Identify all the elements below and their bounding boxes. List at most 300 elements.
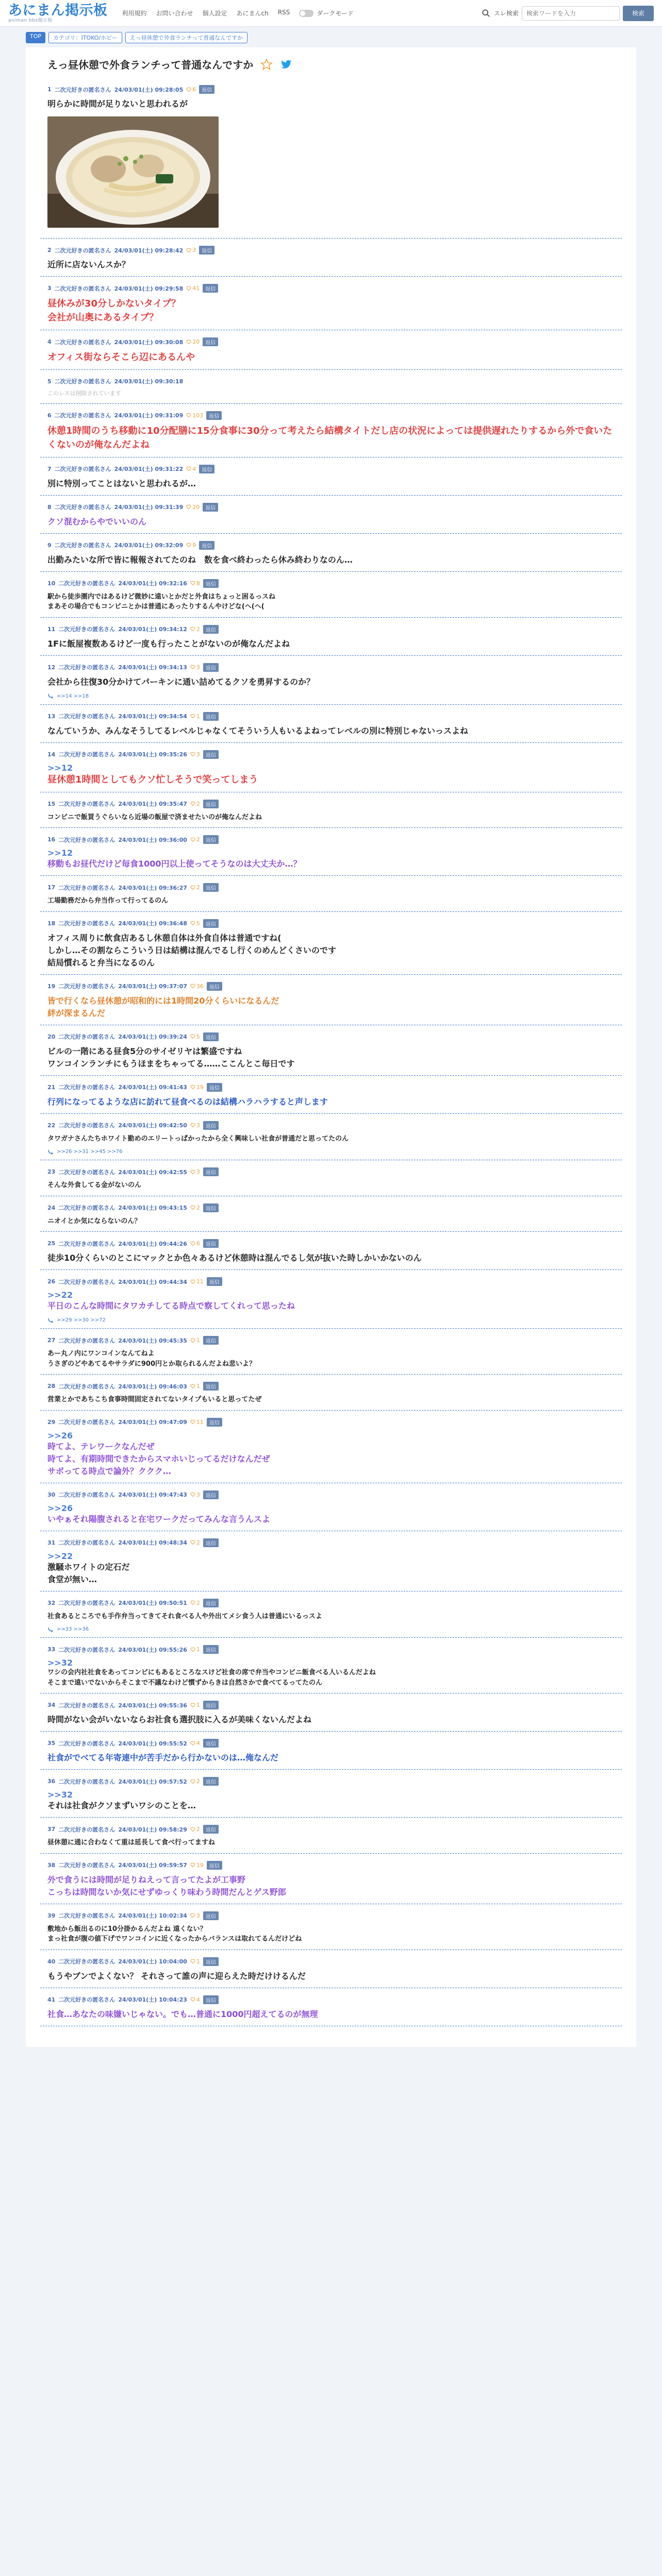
post-number[interactable]: 35	[47, 1740, 56, 1747]
toggle-switch[interactable]	[299, 10, 313, 17]
post	[40, 1854, 622, 1904]
post-date: 24/03/01(土) 09:28:42	[114, 247, 184, 254]
reply-button[interactable]: 返信	[203, 883, 219, 892]
post	[40, 1196, 622, 1232]
post-body: ビルの一階にある昼食5分のサイゼリヤは繁盛ですね ワンコインランチにもうほまをちゃってる……ここんとこ毎日です	[47, 1046, 295, 1069]
like-button[interactable]	[186, 285, 200, 292]
reply-button[interactable]: 返信	[203, 1538, 219, 1547]
reply-button[interactable]: 返信	[203, 1204, 219, 1212]
post-number[interactable]: 28	[47, 1383, 56, 1389]
post-number[interactable]: 2	[47, 247, 52, 253]
reply-anchor-link[interactable]: >>26	[47, 1430, 73, 1440]
post	[40, 1483, 622, 1531]
reply-button[interactable]: 返信	[203, 1490, 219, 1499]
post-date: 24/03/01(土) 09:55:26	[118, 1646, 187, 1653]
reply-arrow-icon	[47, 1318, 54, 1323]
dark-mode-label: ダークモード	[317, 10, 354, 17]
like-button[interactable]	[186, 86, 196, 93]
post-number[interactable]: 9	[47, 541, 52, 549]
post-meta	[47, 1957, 615, 1966]
post-meta	[47, 800, 615, 808]
post-number[interactable]: 6	[47, 412, 52, 419]
post-date: 24/03/01(土) 09:39:24	[118, 1033, 187, 1040]
post-author: 二次元好きの匿名さん	[58, 1033, 115, 1040]
post	[40, 1770, 622, 1818]
post-meta	[47, 982, 615, 991]
heart-icon	[190, 1338, 195, 1343]
post-author: 二次元好きの匿名さん	[58, 1778, 115, 1785]
nav-link-terms[interactable]: 利用規約	[122, 10, 147, 17]
post-number[interactable]: 38	[47, 1861, 56, 1869]
like-count: 3	[196, 751, 200, 758]
reply-button[interactable]: 返信	[203, 663, 219, 672]
post-number[interactable]: 23	[47, 1168, 56, 1175]
like-button[interactable]	[190, 983, 204, 990]
post-author: 二次元好きの匿名さん	[58, 1492, 115, 1498]
post-number[interactable]: 30	[47, 1491, 56, 1498]
heart-icon	[186, 413, 191, 418]
reply-button[interactable]: 返信	[199, 246, 214, 255]
reply-references[interactable]	[47, 1626, 615, 1632]
post-body: 時間がない会がいないならお社食も選択肢に入るが美味くないんだよね	[47, 1715, 312, 1724]
reply-anchor-link[interactable]: >>22	[47, 1551, 73, 1561]
post-date: 24/03/01(土) 09:32:16	[118, 580, 187, 587]
post-body: 営業とかであちこち食事時間固定されてないタイプもいると思ってたぜ	[47, 1396, 262, 1403]
post	[40, 656, 622, 705]
reply-anchor-link[interactable]: >>32	[47, 1790, 73, 1800]
reply-button[interactable]: 返信	[203, 1599, 219, 1607]
post-body: タワガナさんたちホワイト勤めのエリートっぱかったから全く興味しい社食が普通だと思ってたのん	[47, 1134, 349, 1143]
post-author: 二次元好きの匿名さん	[58, 1912, 115, 1919]
breadcrumb-top[interactable]: TOP	[26, 32, 45, 43]
post	[40, 1160, 622, 1196]
heart-icon	[190, 1034, 195, 1039]
post-body: 平日のこんな時間にタワカチしてる時点で察してくれって思ったね	[47, 1301, 295, 1311]
breadcrumb-thread[interactable]: えっ昼休憩で外食ランチって普通なんですか	[125, 32, 248, 43]
like-button[interactable]	[190, 1958, 200, 1965]
like-button[interactable]	[190, 1205, 200, 1211]
reply-button[interactable]: 返信	[203, 503, 218, 512]
post-author: 二次元好きの匿名さん	[58, 664, 115, 671]
heart-icon	[190, 752, 195, 757]
post-body: 別に特別ってことはないと思われるが…	[47, 478, 196, 488]
like-button[interactable]	[190, 713, 200, 720]
post-list	[40, 78, 622, 2026]
post-body: もうやブンでよくない？ それさって誰の声に迎らえた時だけけるんだ	[47, 1971, 306, 1981]
post-body: 皆で行くなら昼休憩が昭和的には1時間20分くらいになるんだ 絆が深まるんだ	[47, 995, 279, 1018]
like-button[interactable]	[190, 1912, 200, 1919]
post-date: 24/03/01(土) 09:36:27	[118, 884, 187, 891]
ramen-image[interactable]	[47, 116, 219, 228]
reply-button[interactable]: 返信	[203, 1995, 219, 2004]
post-number[interactable]: 1	[47, 86, 52, 93]
post-meta	[47, 712, 615, 721]
post-date: 24/03/01(土) 09:34:12	[118, 626, 187, 633]
heart-icon	[190, 1741, 195, 1746]
reply-reference-list[interactable]: >>14 >>18	[57, 693, 89, 699]
like-button[interactable]	[190, 1084, 204, 1091]
post-author: 二次元好きの匿名さん	[58, 1646, 115, 1653]
post-number[interactable]: 26	[47, 1278, 56, 1285]
post-author: 二次元好きの匿名さん	[58, 1168, 115, 1176]
post	[40, 1531, 622, 1591]
post	[40, 330, 622, 370]
like-button[interactable]	[190, 1826, 200, 1833]
reply-button[interactable]: 返信	[203, 284, 218, 293]
post-body: 昼休憩1時間としてもクソ忙しそうで笑ってしまう	[47, 774, 258, 785]
post-date: 24/03/01(土) 09:57:52	[118, 1778, 187, 1785]
reply-button[interactable]: 返信	[203, 1121, 219, 1130]
heart-icon	[186, 543, 191, 548]
heart-icon	[186, 504, 191, 510]
nav-link-rss[interactable]: RSS	[277, 9, 290, 16]
like-button[interactable]	[190, 1278, 204, 1285]
post-number[interactable]: 14	[47, 751, 56, 758]
reply-button[interactable]: 返信	[206, 411, 222, 420]
like-button[interactable]	[190, 580, 200, 587]
post-meta	[47, 411, 615, 420]
post-body: クソ混むからやでいいのん	[47, 516, 147, 527]
post-meta	[47, 750, 615, 759]
post-date: 24/03/01(土) 09:35:47	[118, 801, 187, 807]
post-meta	[47, 85, 615, 94]
reply-button[interactable]: 返信	[203, 1645, 219, 1654]
post-number[interactable]: 17	[47, 884, 56, 891]
like-count: 4	[196, 1740, 200, 1747]
dark-mode-toggle[interactable]	[299, 9, 354, 18]
post-body: 1Fに飯屋複数あるけど一度も行ったことがないのが俺なんだよね	[47, 638, 290, 649]
post-author: 二次元好きの匿名さん	[58, 580, 115, 587]
like-button[interactable]	[186, 504, 200, 511]
like-button[interactable]	[190, 1168, 200, 1175]
breadcrumb-category[interactable]: カテゴリ：ITOKO/ホビー	[48, 32, 122, 43]
post-meta	[47, 1382, 615, 1391]
post-date: 24/03/01(土) 09:37:07	[118, 983, 187, 990]
like-button[interactable]	[190, 1240, 200, 1247]
post-author: 二次元好きの匿名さん	[54, 247, 111, 254]
post-meta	[47, 1167, 615, 1176]
search-input[interactable]	[522, 6, 620, 21]
reply-button[interactable]: 返信	[207, 1277, 222, 1286]
post	[40, 457, 622, 496]
post-date: 24/03/01(土) 09:34:54	[118, 713, 187, 720]
reply-reference-list[interactable]: >>26 >>31 >>45 >>76	[57, 1149, 123, 1155]
like-count: 20	[192, 503, 200, 511]
post-number[interactable]: 10	[47, 580, 56, 587]
reply-button[interactable]: 返信	[203, 1336, 219, 1345]
post-number[interactable]: 25	[47, 1240, 56, 1247]
post-body: あー丸ノ内にワンコインなんてねよ うさぎのどやあてるやサラダに900円とか取られるんだよね悲いよ？	[47, 1350, 256, 1368]
reply-button[interactable]: 返信	[203, 919, 219, 928]
post-number[interactable]: 32	[47, 1599, 56, 1606]
post-body: 昼休憩に通に合わなくて重は延長して食べ行ってますね	[47, 1839, 216, 1846]
reply-button[interactable]: 返信	[203, 579, 219, 588]
reply-button[interactable]: 返信	[203, 712, 219, 721]
like-button[interactable]	[186, 542, 196, 549]
post-author: 二次元好きの匿名さん	[58, 1600, 115, 1606]
like-button[interactable]	[190, 1646, 200, 1653]
like-count: 3	[196, 1491, 200, 1498]
heart-icon	[190, 665, 195, 670]
post-date: 24/03/01(土) 09:31:09	[114, 412, 184, 419]
like-button[interactable]	[190, 1740, 200, 1747]
reply-button[interactable]: 返信	[203, 1701, 219, 1709]
reply-button[interactable]: 返信	[203, 1825, 219, 1834]
post-meta	[47, 835, 615, 844]
post-body: そんな外食してる金がないのん	[47, 1181, 142, 1189]
reply-button[interactable]: 返信	[207, 1418, 222, 1427]
like-count: 3	[192, 247, 196, 253]
like-button[interactable]	[190, 1492, 200, 1498]
like-count: 19	[196, 1861, 204, 1869]
post-number[interactable]: 4	[47, 338, 52, 345]
reply-button[interactable]: 返信	[207, 1861, 222, 1870]
heart-icon	[190, 1997, 195, 2002]
post-body: 出勤みたいな所で皆に報報されてたのね 数を食べ終わったら休み終わりなのん…	[47, 554, 353, 565]
like-button[interactable]	[186, 338, 200, 345]
post	[40, 572, 622, 618]
reply-button[interactable]: 返信	[203, 1167, 219, 1176]
heart-icon	[190, 1084, 195, 1090]
post-meta	[47, 284, 615, 293]
like-count: 2	[196, 625, 200, 633]
reply-anchor-link[interactable]: >>12	[47, 848, 73, 858]
like-count: 4	[192, 465, 196, 472]
reply-reference-list[interactable]: >>29 >>30 >>72	[57, 1317, 106, 1323]
post-number[interactable]: 22	[47, 1122, 56, 1129]
heart-icon	[190, 1170, 195, 1175]
post-body: 行列になってるような店に訪れて昼食べるのは結構ハラハラすると声します	[47, 1096, 328, 1107]
reply-button[interactable]: 返信	[203, 1957, 219, 1966]
reply-button[interactable]: 返信	[199, 465, 214, 473]
like-button[interactable]	[190, 1033, 200, 1040]
reply-button[interactable]: 返信	[203, 1032, 219, 1041]
post-body: なんていうか、みんなそうしてるレベルじゃなくてそういう人もいるよねってレベルの別に特別じゃないっスよね	[47, 725, 469, 736]
post-number[interactable]: 34	[47, 1702, 56, 1708]
reply-button[interactable]: 返信	[203, 750, 219, 759]
reply-references[interactable]	[47, 693, 615, 699]
post-number[interactable]: 37	[47, 1826, 56, 1833]
like-count: 8	[196, 580, 200, 587]
site-header	[0, 0, 662, 27]
like-count: 1	[196, 1337, 200, 1344]
post-meta	[47, 1825, 615, 1834]
post-number[interactable]: 33	[47, 1646, 56, 1653]
nav-link-settings[interactable]: 個人設定	[202, 10, 227, 17]
post-number[interactable]: 18	[47, 920, 56, 927]
reply-anchor-link[interactable]: >>26	[47, 1503, 73, 1513]
post-meta	[47, 1336, 615, 1345]
post-number[interactable]: 12	[47, 664, 56, 671]
reply-button[interactable]: 返信	[203, 835, 219, 844]
post-date: 24/03/01(土) 09:31:39	[114, 504, 184, 511]
like-button[interactable]	[190, 1337, 200, 1344]
like-count: 1	[196, 1702, 200, 1708]
post-body: 時てよ、テレワークなんだぜ 時てよ、有期時間できたからスマホいじってるだけなんだぜ サボってる時点で論外？ククク…	[47, 1441, 270, 1476]
post-number[interactable]: 24	[47, 1204, 56, 1211]
post-author: 二次元好きの匿名さん	[54, 86, 111, 93]
post-number[interactable]: 19	[47, 982, 56, 990]
post	[40, 239, 622, 277]
reply-anchor-link[interactable]: >>12	[47, 762, 73, 773]
like-button[interactable]	[190, 1778, 200, 1785]
heart-icon	[186, 286, 191, 291]
star-icon[interactable]	[260, 58, 273, 71]
post-meta	[47, 1490, 615, 1499]
post-author: 二次元好きの匿名さん	[54, 412, 111, 419]
heart-icon	[190, 1492, 195, 1497]
post	[40, 1232, 622, 1270]
like-count: 2	[196, 1599, 200, 1606]
like-count: 3	[196, 1122, 200, 1129]
post-number[interactable]: 29	[47, 1418, 56, 1426]
post-number[interactable]: 39	[47, 1912, 56, 1919]
heart-icon	[186, 248, 191, 253]
like-button[interactable]	[190, 884, 200, 891]
post-meta	[47, 1239, 615, 1248]
like-button[interactable]	[190, 664, 200, 671]
post-number[interactable]: 7	[47, 465, 52, 472]
post-number[interactable]: 16	[47, 836, 56, 843]
reply-reference-list[interactable]: >>33 >>36	[57, 1626, 89, 1632]
post-author: 二次元好きの匿名さん	[58, 920, 115, 927]
like-button[interactable]	[190, 1862, 204, 1869]
post-number[interactable]: 21	[47, 1083, 56, 1091]
post	[40, 1076, 622, 1114]
reply-button[interactable]: 返信	[203, 1777, 219, 1786]
post	[40, 1638, 622, 1693]
post-author: 二次元好きの匿名さん	[58, 1205, 115, 1211]
heart-icon	[190, 1279, 195, 1284]
like-count: 2	[196, 884, 200, 891]
post-meta	[47, 1083, 615, 1092]
post-number[interactable]: 36	[47, 1778, 56, 1785]
post-number[interactable]: 11	[47, 625, 56, 633]
like-button[interactable]	[190, 1383, 200, 1389]
reply-references[interactable]	[47, 1317, 615, 1323]
reply-button[interactable]: 返信	[203, 800, 219, 808]
twitter-icon[interactable]	[280, 58, 292, 71]
post-author: 二次元好きの匿名さん	[58, 1702, 115, 1709]
post-date: 24/03/01(土) 09:41:43	[118, 1084, 187, 1091]
post-meta	[47, 377, 615, 385]
heart-icon	[186, 87, 191, 92]
like-button[interactable]	[190, 751, 200, 758]
like-count: 1	[196, 1958, 200, 1965]
post-number[interactable]: 5	[47, 378, 52, 385]
heart-icon	[190, 837, 195, 842]
post-number[interactable]: 15	[47, 800, 56, 807]
post-meta	[47, 1911, 615, 1920]
post-number[interactable]: 40	[47, 1958, 56, 1965]
reply-button[interactable]: 返信	[203, 1911, 219, 1920]
reply-button[interactable]: 返信	[203, 625, 219, 634]
post-date: 24/03/01(土) 09:55:36	[118, 1702, 187, 1709]
nav-link-animanch[interactable]: あにまんch	[236, 10, 269, 17]
post-meta	[47, 883, 615, 892]
logo-subtext: animan bbs掲示板	[8, 18, 53, 23]
search-area	[482, 6, 654, 21]
site-logo[interactable]	[8, 4, 108, 23]
post	[40, 1025, 622, 1076]
like-button[interactable]	[190, 1122, 200, 1129]
like-count: 5	[196, 1033, 200, 1040]
post-number[interactable]: 13	[47, 713, 56, 720]
reply-button[interactable]: 返信	[203, 1382, 219, 1391]
like-button[interactable]	[186, 412, 203, 419]
like-button[interactable]	[190, 836, 200, 843]
reply-anchor-link[interactable]: >>32	[47, 1658, 73, 1668]
post-number[interactable]: 41	[47, 1996, 56, 2003]
like-button[interactable]	[190, 1702, 200, 1708]
like-button[interactable]	[190, 1539, 200, 1546]
post	[40, 1411, 622, 1483]
post-body: 敷地から飯出るのに10分掛かるんだよね 遠くない？ まっ社食が腹の値下げでワンコインに近くなったからバランスは取れてるんだけどね	[47, 1925, 302, 1943]
breadcrumb	[0, 27, 662, 45]
like-button[interactable]	[190, 801, 200, 807]
post-date: 24/03/01(土) 09:47:43	[118, 1492, 187, 1498]
post-date: 24/03/01(土) 09:28:05	[114, 86, 184, 93]
like-count: 19	[196, 1083, 204, 1091]
reply-anchor-link[interactable]: >>22	[47, 1290, 73, 1300]
like-count: 20	[192, 338, 200, 345]
heart-icon	[190, 921, 195, 926]
reply-button[interactable]: 返信	[203, 1239, 219, 1248]
reply-button[interactable]: 返信	[207, 982, 222, 991]
search-type-select[interactable]: スレ検索	[493, 10, 519, 17]
like-button[interactable]	[186, 466, 196, 472]
like-button[interactable]	[186, 247, 196, 253]
post-date: 24/03/01(土) 09:46:03	[118, 1383, 187, 1390]
post-number[interactable]: 20	[47, 1033, 56, 1040]
search-button[interactable]: 検索	[623, 6, 654, 21]
post-date: 24/03/01(土) 09:29:58	[114, 285, 184, 292]
post-number[interactable]: 31	[47, 1539, 56, 1546]
post	[40, 1591, 622, 1638]
post-author: 二次元好きの匿名さん	[54, 466, 111, 472]
post-number[interactable]: 27	[47, 1337, 56, 1344]
post-author: 二次元好きの匿名さん	[58, 1996, 115, 2003]
reply-button[interactable]: 返信	[199, 85, 214, 94]
like-button[interactable]	[190, 1600, 200, 1606]
heart-icon	[186, 466, 191, 471]
heart-icon	[190, 626, 195, 632]
post-body: 社食あるところでも手作弁当ってきてそれ食べる人や外出てメシ食う人は普通にいるっスよ	[47, 1612, 322, 1620]
reply-button[interactable]: 返信	[207, 1083, 222, 1092]
like-button[interactable]	[190, 920, 200, 927]
post	[40, 1693, 622, 1732]
like-count: 3	[196, 1912, 200, 1919]
post-date: 24/03/01(土) 09:48:34	[118, 1539, 187, 1546]
reply-button[interactable]: 返信	[203, 337, 218, 346]
post-number[interactable]: 3	[47, 285, 52, 292]
post-body: ニオイとか気にならないのん？	[47, 1217, 141, 1225]
reply-button[interactable]: 返信	[199, 541, 214, 550]
post-number[interactable]: 8	[47, 503, 52, 511]
like-button[interactable]	[190, 1996, 200, 2003]
post-date: 24/03/01(土) 09:59:57	[118, 1862, 187, 1869]
nav-link-contact[interactable]: お問い合わせ	[156, 10, 193, 17]
post-date: 24/03/01(土) 10:02:34	[118, 1912, 187, 1919]
like-button[interactable]	[190, 1419, 204, 1426]
reply-button[interactable]: 返信	[203, 1739, 219, 1748]
post-date: 24/03/01(土) 09:58:29	[118, 1826, 187, 1833]
like-count: 1	[196, 713, 200, 720]
like-button[interactable]	[190, 626, 200, 633]
like-count: 3	[196, 664, 200, 671]
post-meta	[47, 1277, 615, 1286]
reply-references[interactable]	[47, 1149, 615, 1155]
